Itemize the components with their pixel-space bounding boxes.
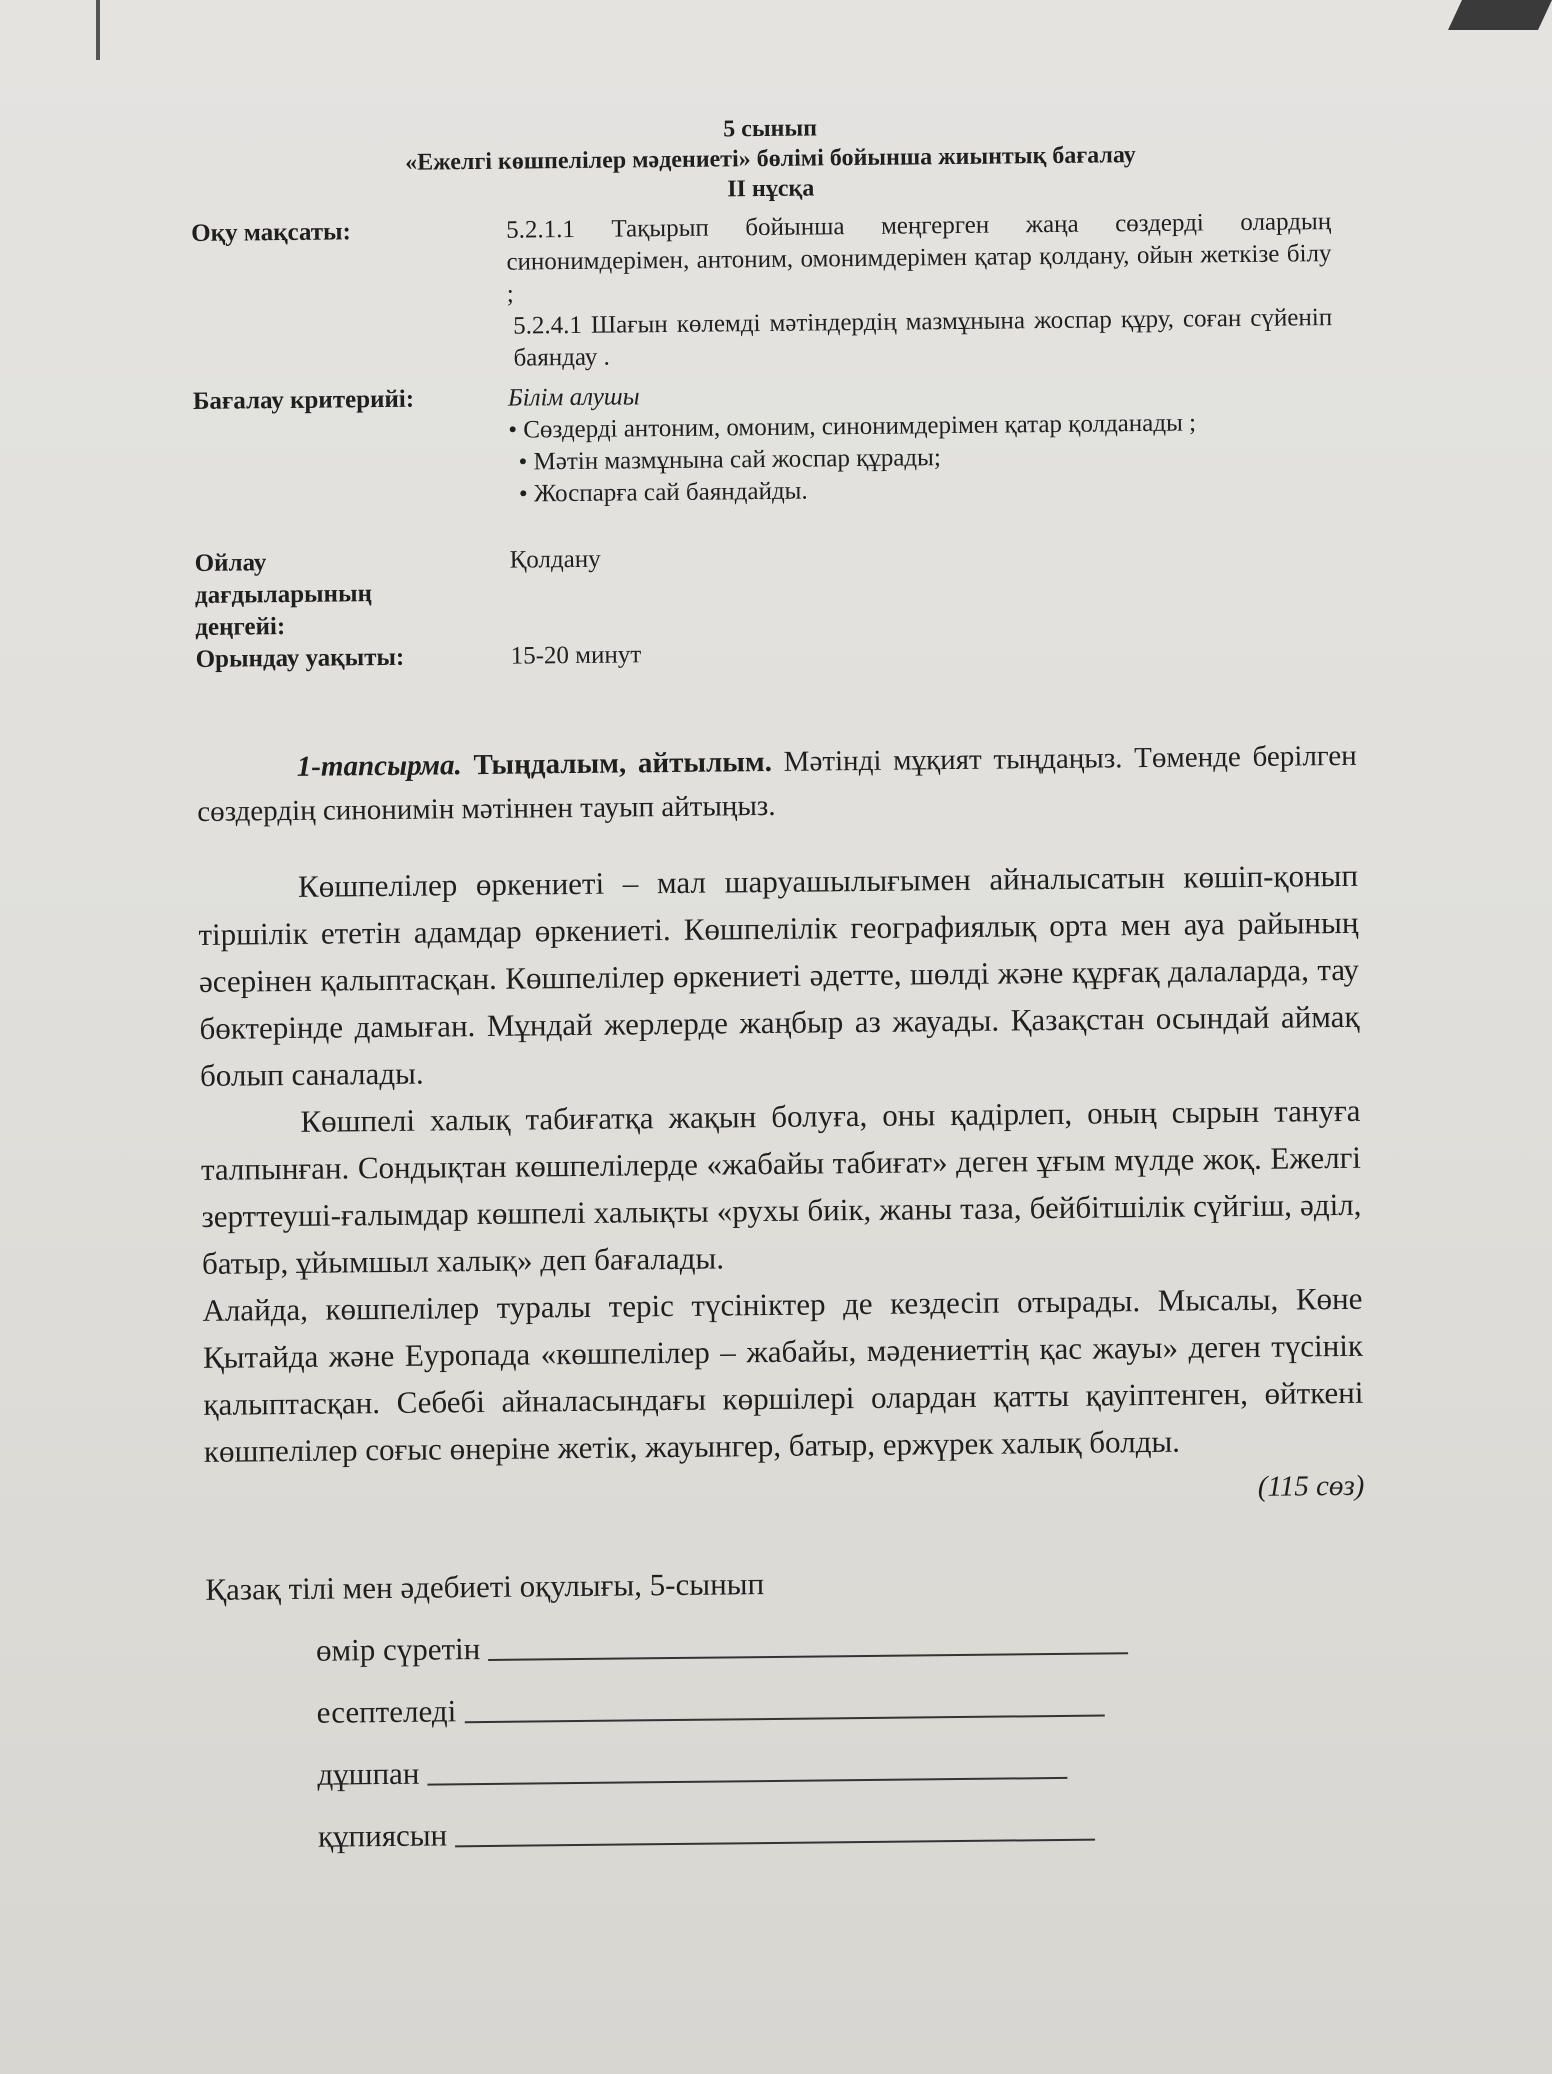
- task-instruction: Мәтінді мұқият тыңдаңыз. Төменде берілген сөздердің синонимін мәтіннен тауып айтыңыз.: [197, 739, 1357, 828]
- assessment-title: «Ежелгі көшпелілер мәдениеті» бөлімі бойынша жиынтық бағалау: [405, 142, 1136, 176]
- goal-item: 5.2.4.1 Шағын көлемді мәтіндердің мазмұнына жоспар құру, соған сүйеніп баяндау .: [513, 304, 1333, 372]
- level-value: Қолдану: [509, 545, 601, 574]
- goals-label: Оқу мақсаты:: [191, 218, 352, 247]
- answer-field[interactable]: [316, 1684, 1366, 1731]
- task-number: 1-тапсырма.: [296, 749, 462, 783]
- criteria-intro: Білім алушы: [507, 383, 640, 412]
- task-title: Тыңдалым, айтылым.: [473, 745, 773, 782]
- text-paragraph: Көшпелілер өркениеті – мал шаруашылығымен айналысатын көшіп-қонып тіршілік ететін адамдар өркениеті. Көшпелілік географиялық орта мен ауа райының әсерінен қалыптасқан. Көшпелілер өркениеті әдетте, шөлді және құрғақ далаларда, тау бөктерінде дамыған. Мұндай жерлерде жаңбыр аз жауады. Қазақстан осындай аймақ болып саналады.: [198, 857, 1360, 1093]
- time-value: 15-20 минут: [510, 641, 642, 670]
- task-1: [197, 734, 1358, 834]
- answer-line[interactable]: [464, 1714, 1104, 1724]
- answer-field[interactable]: [317, 1746, 1367, 1793]
- text-paragraph: Көшпелі халық табиғатқа жақын болуға, оны қадірлеп, оның сырын тануға талпынған. Сондықтан көшпелілерде «жабайы табиғат» деген ұғым мүлде жоқ. Ежелгі зерттеуші-ғалымдар көшпелі халықты «рухы биік, жаны таза, бейбітшілік сүйгіш, әділ, батыр, ұйымшыл халық» деп бағалады.: [200, 1092, 1362, 1281]
- variant-heading: II нұсқа: [727, 175, 815, 203]
- criteria-row: [193, 374, 1354, 514]
- level-row: [194, 536, 1355, 644]
- answer-line[interactable]: [488, 1651, 1128, 1661]
- text-paragraph: Алайда, көшпелілер туралы теріс түсініктер де кездесіп отырады. Мысалы, Көне Қытайда және Еуропада «көшпелілер – жабайы, мәдениеттің қас жауы» деген түсінік қалыптасқан. Себебі айналасындағы көршілері олардан қатты қауіптенген, өйткені көшпелілер соғыс өнеріне жетік, жауынгер, батыр, ержүрек халық болды.: [202, 1280, 1364, 1469]
- background-corner: [1448, 0, 1552, 30]
- level-label: Ойлау дағдыларының деңгейі:: [194, 549, 373, 641]
- answer-line[interactable]: [455, 1838, 1095, 1848]
- time-label: Орындау уақыты:: [195, 643, 405, 673]
- answer-word: құпиясын: [317, 1817, 448, 1854]
- goals-row: [191, 206, 1353, 378]
- criteria-item: • Сөздерді антоним, омоним, синонимдерімен қатар қолданады ;: [508, 409, 1197, 444]
- criteria-item: • Мәтін мазмұнына сай жоспар құрады;: [518, 444, 941, 476]
- answer-field[interactable]: [316, 1622, 1366, 1669]
- answer-word: есептеледі: [316, 1693, 457, 1730]
- goals-value: [506, 206, 1353, 375]
- criteria-label: Бағалау критерийі:: [192, 385, 415, 415]
- criteria-value: [508, 374, 1354, 511]
- reading-text: [198, 852, 1365, 1522]
- grade-heading: 5 сынып: [723, 115, 818, 143]
- sheet-edge: [96, 0, 100, 60]
- worksheet: [190, 108, 1368, 1856]
- word-count: (115 сөз): [1257, 1469, 1365, 1503]
- text-source: Қазақ тілі мен әдебиеті оқулығы, 5-сынып: [205, 1566, 765, 1607]
- goal-item: 5.2.1.1 Тақырып бойынша меңгерген жаңа сөздерді олардың синонимдерімен, антоним, омонимдерімен қатар қолдану, ойын жеткізе білу ;: [506, 208, 1332, 308]
- answer-word: өмір сүретін: [315, 1631, 481, 1668]
- criteria-item: • Жоспарға сай баяндайды.: [518, 477, 808, 508]
- answer-word: дұшпан: [317, 1755, 420, 1792]
- answer-line[interactable]: [428, 1776, 1068, 1786]
